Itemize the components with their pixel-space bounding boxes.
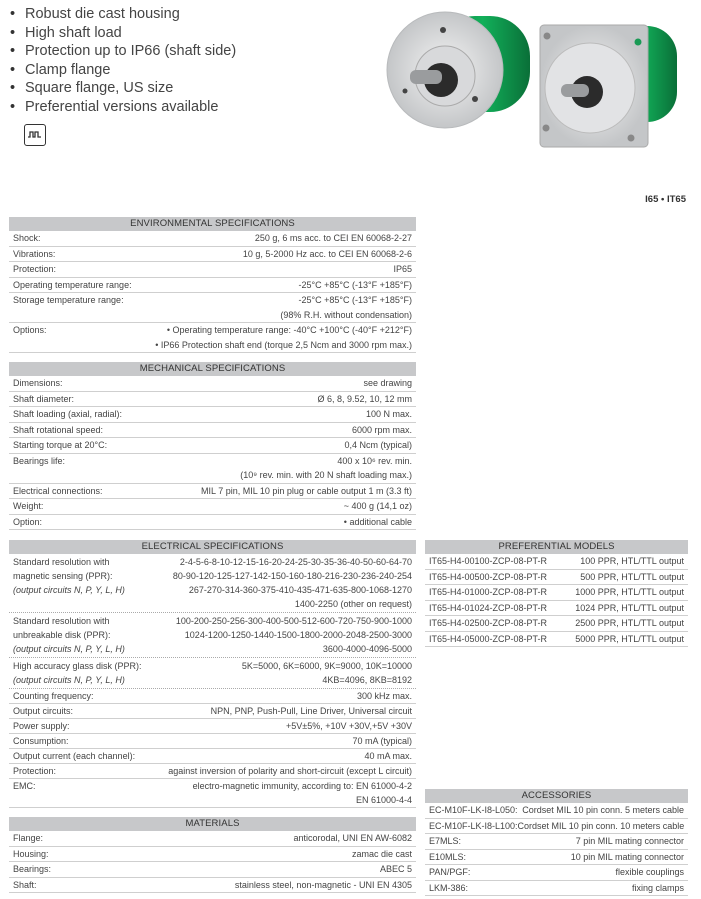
feature-item: • Preferential versions available bbox=[10, 98, 236, 117]
row-label-text: Counting frequency: bbox=[13, 691, 94, 701]
row-values bbox=[357, 689, 412, 703]
row-value: 1400-2250 (other on request) bbox=[294, 599, 412, 609]
row-label bbox=[13, 438, 107, 453]
row-label bbox=[429, 819, 518, 834]
table-row bbox=[9, 613, 416, 658]
row-values bbox=[344, 515, 412, 530]
row-label-text: EMC: bbox=[13, 781, 36, 791]
row-label bbox=[13, 704, 73, 718]
row-value: 2-4-5-6-8-10-12-15-16-20-24-25-30-35-36-40-50-60-64-70 bbox=[179, 557, 412, 567]
row-label bbox=[429, 601, 547, 616]
feature-item: • Clamp flange bbox=[10, 61, 236, 80]
row-value: see drawing bbox=[363, 378, 412, 388]
row-values bbox=[352, 423, 412, 438]
row-label bbox=[13, 749, 135, 763]
environmental-specifications-table bbox=[9, 217, 416, 353]
table-row bbox=[425, 881, 688, 897]
table-row bbox=[9, 764, 416, 779]
table-row bbox=[425, 585, 688, 601]
row-value: 4KB=4096, 8KB=8192 bbox=[322, 675, 412, 685]
row-label bbox=[13, 862, 51, 877]
row-value: • additional cable bbox=[343, 516, 412, 527]
row-value: (98% R.H. without condensation) bbox=[280, 309, 412, 320]
row-value: 500 PPR, HTL/TTL output bbox=[580, 571, 684, 582]
row-value: 40 mA max. bbox=[364, 751, 412, 761]
row-label bbox=[13, 423, 103, 438]
row-label-text: Output circuits: bbox=[13, 706, 74, 716]
row-label-text: Dimensions: bbox=[13, 378, 63, 388]
row-values bbox=[580, 554, 684, 569]
table-row bbox=[9, 719, 416, 734]
table-row bbox=[9, 499, 416, 515]
materials-table bbox=[9, 817, 416, 893]
table-header: MECHANICAL SPECIFICATIONS bbox=[9, 362, 416, 376]
table-header: ELECTRICAL SPECIFICATIONS bbox=[9, 540, 416, 554]
row-label-text: Vibrations: bbox=[13, 248, 56, 259]
row-value: 1000 PPR, HTL/TTL output bbox=[575, 587, 684, 597]
table-row bbox=[9, 554, 416, 613]
table-row bbox=[9, 689, 416, 704]
table-row bbox=[9, 862, 416, 878]
table-row bbox=[425, 834, 688, 850]
row-label-text: Protection: bbox=[13, 264, 57, 274]
table-row bbox=[9, 831, 416, 847]
row-label bbox=[13, 323, 47, 352]
row-value: 100 N max. bbox=[365, 409, 412, 419]
table-row bbox=[9, 247, 416, 263]
row-label-text: High accuracy glass disk (PPR): bbox=[13, 661, 142, 671]
table-row bbox=[425, 616, 688, 632]
row-value: 300 kHz max. bbox=[356, 691, 412, 701]
row-label bbox=[13, 454, 65, 483]
table-row bbox=[9, 278, 416, 294]
row-values bbox=[575, 616, 684, 631]
row-values bbox=[344, 438, 412, 453]
row-label bbox=[13, 293, 124, 322]
table-row bbox=[9, 734, 416, 749]
model-code: I65 • IT65 bbox=[645, 194, 686, 205]
feature-item: • High shaft load bbox=[10, 24, 236, 43]
table-header: PREFERENTIAL MODELS bbox=[425, 540, 688, 554]
row-label bbox=[13, 231, 41, 246]
row-label-text: unbreakable disk (PPR): bbox=[13, 630, 111, 640]
table-row bbox=[9, 407, 416, 423]
row-label bbox=[13, 779, 36, 807]
table-row bbox=[425, 850, 688, 866]
table-row bbox=[9, 847, 416, 863]
row-value: 5000 PPR, HTL/TTL output bbox=[575, 633, 684, 644]
row-value: EN 61000-4-4 bbox=[355, 795, 412, 805]
row-label-text: Protection: bbox=[13, 766, 57, 776]
row-value: zamac die cast bbox=[351, 848, 412, 859]
row-value: 7 pin MIL mating connector bbox=[575, 836, 684, 846]
row-values bbox=[240, 454, 412, 483]
row-values bbox=[293, 831, 412, 846]
row-label-text: IT65-H4-01000-ZCP-08-PT-R bbox=[429, 587, 548, 597]
table-row bbox=[9, 293, 416, 323]
row-label bbox=[429, 850, 466, 865]
row-value: 100-200-250-256-300-400-500-512-600-720-750-900-1000 bbox=[175, 616, 412, 626]
row-note: (output circuits N, P, Y, L, H) bbox=[13, 585, 125, 595]
row-label-text: Bearings life: bbox=[13, 455, 66, 466]
row-value: 10 g, 5-2000 Hz acc. to CEI EN 60068-2-6 bbox=[242, 248, 412, 259]
row-label bbox=[13, 831, 43, 846]
row-value: IP65 bbox=[393, 264, 412, 274]
row-value: • Operating temperature range: -40°C +100°C (-40°F +212°F) bbox=[166, 325, 412, 335]
row-label-text: Flange: bbox=[13, 833, 44, 843]
row-label bbox=[429, 881, 468, 896]
row-value: 400 x 10⁶ rev. min. bbox=[337, 455, 412, 466]
accessories-table bbox=[425, 789, 688, 896]
row-label bbox=[429, 570, 547, 585]
row-label-text: Bearings: bbox=[13, 864, 52, 874]
row-value: 0,4 Ncm (typical) bbox=[344, 440, 412, 450]
row-label bbox=[13, 262, 56, 277]
row-value: 70 mA (typical) bbox=[352, 736, 412, 746]
row-values bbox=[352, 847, 412, 862]
table-header: ENVIRONMENTAL SPECIFICATIONS bbox=[9, 217, 416, 231]
row-label bbox=[429, 834, 461, 849]
row-label bbox=[13, 376, 63, 391]
row-label-text: magnetic sensing (PPR): bbox=[13, 571, 113, 581]
row-value: Cordset MIL 10 pin conn. 5 meters cable bbox=[522, 805, 684, 815]
row-label-text: Weight: bbox=[13, 501, 44, 511]
row-value: ~ 400 g (14,1 oz) bbox=[343, 501, 412, 511]
table-row bbox=[9, 878, 416, 894]
row-label bbox=[429, 585, 547, 600]
row-values bbox=[575, 585, 684, 600]
row-values bbox=[280, 293, 412, 322]
row-value: -25°C +85°C (-13°F +185°F) bbox=[298, 279, 412, 290]
row-label-text: Housing: bbox=[13, 848, 49, 859]
table-row bbox=[425, 632, 688, 648]
row-values bbox=[522, 803, 684, 818]
row-label-text: Shaft: bbox=[13, 879, 37, 890]
row-values bbox=[255, 231, 412, 246]
row-label bbox=[13, 499, 43, 514]
row-value: 80-90-120-125-127-142-150-160-180-216-230-236-240-254 bbox=[172, 571, 412, 581]
row-value: 10 pin MIL mating connector bbox=[570, 851, 684, 862]
row-label bbox=[429, 803, 518, 818]
row-value: 6000 rpm max. bbox=[351, 424, 412, 435]
table-row bbox=[9, 454, 416, 484]
table-row bbox=[425, 819, 688, 835]
row-value: electro-magnetic immunity, according to: EN 61000-4-2 bbox=[192, 781, 412, 791]
row-values bbox=[286, 719, 412, 733]
table-row bbox=[425, 601, 688, 617]
table-row bbox=[9, 704, 416, 719]
row-values bbox=[243, 247, 412, 262]
row-values bbox=[615, 865, 684, 880]
row-values bbox=[352, 734, 412, 748]
row-label bbox=[13, 484, 103, 499]
row-values bbox=[344, 499, 412, 514]
row-label-text: EC-M10F-LK-I8-L050: bbox=[429, 805, 518, 815]
row-label-text: Starting torque at 20°C: bbox=[13, 440, 108, 450]
row-label-text: Options: bbox=[13, 325, 47, 335]
row-label-text: PAN/PGF: bbox=[429, 867, 471, 877]
feature-item: • Square flange, US size bbox=[10, 79, 236, 98]
feature-list bbox=[10, 5, 236, 117]
row-values bbox=[363, 376, 412, 391]
row-label-text: Electrical connections: bbox=[13, 485, 103, 496]
row-values bbox=[393, 262, 412, 277]
row-values bbox=[201, 484, 412, 499]
square-wave-icon bbox=[24, 124, 46, 146]
row-label bbox=[13, 878, 37, 893]
row-label-text: Shaft loading (axial, radial): bbox=[13, 409, 123, 419]
row-values bbox=[176, 614, 412, 656]
row-label-text: E7MLS: bbox=[429, 836, 462, 846]
row-label-text: EC-M10F-LK-I8-L100: bbox=[429, 820, 518, 831]
table-row bbox=[425, 803, 688, 819]
row-values bbox=[173, 555, 412, 611]
row-label bbox=[13, 278, 132, 293]
row-value: flexible couplings bbox=[615, 867, 684, 877]
row-label-text: Consumption: bbox=[13, 736, 69, 746]
row-label bbox=[13, 407, 122, 422]
table-row bbox=[9, 658, 416, 689]
mechanical-specifications-table bbox=[9, 362, 416, 530]
row-label-text: IT65-H4-01024-ZCP-08-PT-R bbox=[429, 602, 548, 613]
row-label-text: IT65-H4-00500-ZCP-08-PT-R bbox=[429, 571, 548, 582]
row-label bbox=[13, 614, 125, 656]
row-label-text: IT65-H4-00100-ZCP-08-PT-R bbox=[429, 556, 548, 566]
table-row bbox=[9, 484, 416, 500]
table-header: ACCESSORIES bbox=[425, 789, 688, 803]
row-values bbox=[366, 407, 412, 422]
row-value: MIL 7 pin, MIL 10 pin plug or cable output 1 m (3.3 ft) bbox=[201, 485, 412, 496]
row-label-text: IT65-H4-05000-ZCP-08-PT-R bbox=[429, 633, 548, 644]
row-value: 250 g, 6 ms acc. to CEI EN 60068-2-27 bbox=[254, 233, 412, 243]
row-values bbox=[575, 632, 684, 647]
row-label bbox=[429, 616, 547, 631]
row-value: 1024 PPR, HTL/TTL output bbox=[575, 602, 684, 613]
row-value: • IP66 Protection shaft end (torque 2,5 Ncm and 3000 rpm max.) bbox=[155, 339, 412, 350]
row-values bbox=[364, 749, 412, 763]
row-value: against inversion of polarity and short-circuit (except L circuit) bbox=[168, 766, 412, 776]
row-value: fixing clamps bbox=[631, 882, 684, 893]
row-values bbox=[380, 862, 412, 877]
table-row bbox=[9, 779, 416, 808]
row-note: (output circuits N, P, Y, L, H) bbox=[13, 644, 125, 654]
row-values bbox=[632, 881, 684, 896]
row-label bbox=[13, 764, 56, 778]
row-label-text: IT65-H4-02500-ZCP-08-PT-R bbox=[429, 618, 548, 628]
row-values bbox=[317, 392, 412, 407]
row-value: ABEC 5 bbox=[379, 864, 412, 874]
row-label bbox=[13, 689, 94, 703]
row-values bbox=[168, 764, 412, 778]
table-row bbox=[425, 865, 688, 881]
row-label-text: Shaft diameter: bbox=[13, 393, 75, 404]
row-label bbox=[429, 865, 470, 880]
feature-item: • Protection up to IP66 (shaft side) bbox=[10, 42, 236, 61]
row-value: 5K=5000, 6K=6000, 9K=9000, 10K=10000 bbox=[241, 661, 412, 671]
row-value: -25°C +85°C (-13°F +185°F) bbox=[298, 295, 412, 305]
table-row bbox=[425, 554, 688, 570]
table-row bbox=[9, 438, 416, 454]
table-row bbox=[9, 423, 416, 439]
row-values bbox=[518, 819, 685, 834]
row-value: 267-270-314-360-375-410-435-471-635-800-1068-1270 bbox=[188, 585, 412, 595]
row-note: (output circuits N, P, Y, L, H) bbox=[13, 675, 125, 685]
row-label bbox=[13, 659, 142, 687]
table-row bbox=[9, 749, 416, 764]
table-row bbox=[9, 392, 416, 408]
row-value: Ø 6, 8, 9.52, 10, 12 mm bbox=[317, 393, 412, 404]
encoder-product-image bbox=[375, 0, 695, 170]
row-value: 2500 PPR, HTL/TTL output bbox=[575, 618, 684, 628]
row-value: 1024-1200-1250-1440-1500-1800-2000-2048-2500-3000 bbox=[184, 630, 412, 640]
row-label bbox=[13, 719, 70, 733]
row-value: Cordset MIL 10 pin conn. 10 meters cable bbox=[517, 820, 685, 831]
row-label-text: Shaft rotational speed: bbox=[13, 424, 104, 435]
table-row bbox=[9, 515, 416, 531]
row-label-text: E10MLS: bbox=[429, 851, 467, 862]
electrical-specifications-table bbox=[9, 540, 416, 808]
preferential-models-table bbox=[425, 540, 688, 647]
table-row bbox=[9, 323, 416, 353]
row-label bbox=[13, 847, 49, 862]
row-values bbox=[299, 278, 412, 293]
row-values bbox=[575, 601, 684, 616]
row-label bbox=[429, 554, 547, 569]
row-label bbox=[429, 632, 547, 647]
row-label-text: Shock: bbox=[13, 233, 41, 243]
feature-item: • Robust die cast housing bbox=[10, 5, 236, 24]
row-value: (10⁹ rev. min. with 20 N shaft loading max.) bbox=[240, 470, 412, 480]
row-value: +5V±5%, +10V +30V,+5V +30V bbox=[286, 721, 412, 731]
row-label-text: Option: bbox=[13, 516, 43, 527]
row-value: NPN, PNP, Push-Pull, Line Driver, Universal circuit bbox=[210, 706, 412, 716]
row-values bbox=[580, 570, 684, 585]
row-label bbox=[13, 515, 42, 530]
row-label bbox=[13, 247, 55, 262]
row-values bbox=[571, 850, 684, 865]
row-values bbox=[235, 878, 412, 893]
row-value: stainless steel, non-magnetic - UNI EN 4305 bbox=[234, 879, 412, 890]
row-label bbox=[13, 392, 74, 407]
row-value: 100 PPR, HTL/TTL output bbox=[580, 556, 684, 566]
row-values bbox=[193, 779, 412, 807]
row-label-text: Storage temperature range: bbox=[13, 295, 124, 305]
row-label-text: Standard resolution with bbox=[13, 616, 110, 626]
row-values bbox=[155, 323, 412, 352]
row-label-text: Operating temperature range: bbox=[13, 279, 132, 290]
row-label-text: Standard resolution with bbox=[13, 557, 110, 567]
table-row bbox=[9, 376, 416, 392]
table-row bbox=[9, 262, 416, 278]
table-header: MATERIALS bbox=[9, 817, 416, 831]
row-label bbox=[13, 734, 69, 748]
row-label bbox=[13, 555, 125, 611]
row-label-text: Output current (each channel): bbox=[13, 751, 136, 761]
table-row bbox=[9, 231, 416, 247]
row-values bbox=[242, 659, 412, 687]
row-label-text: LKM-386: bbox=[429, 882, 469, 893]
row-values bbox=[576, 834, 684, 849]
row-value: anticorodal, UNI EN AW-6082 bbox=[293, 833, 412, 843]
table-row bbox=[425, 570, 688, 586]
row-label-text: Power supply: bbox=[13, 721, 70, 731]
row-value: 3600-4000-4096-5000 bbox=[322, 644, 412, 654]
row-values bbox=[211, 704, 412, 718]
